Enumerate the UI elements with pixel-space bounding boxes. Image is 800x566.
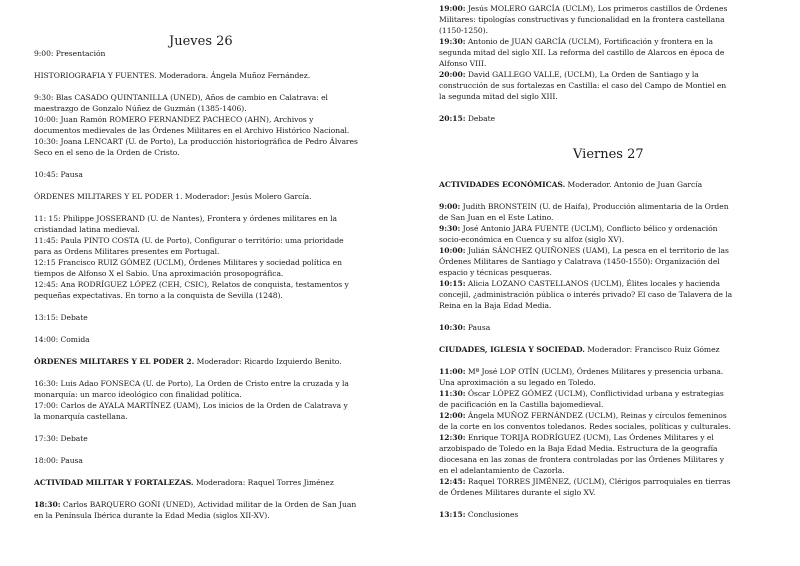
line-text: Ángela MUÑOZ FERNÁNDEZ (UCLM), Reinas y círculos femeninos [465, 411, 727, 420]
program-line [34, 378, 349, 389]
program-line [439, 443, 718, 454]
program-line [439, 454, 724, 465]
bold-label: 19:00: [439, 4, 466, 13]
line-text: concejil, ¿administración pública o interés privado? El caso de Talavera de la [439, 290, 733, 299]
line-text: Antonio de JUAN GARCÍA (UCLM), Fortificación y frontera en la [465, 37, 713, 46]
line-text: 11: 15: Philippe JOSSERAND (U. de Nantes), Frontera y órdenes militares en la [34, 214, 338, 223]
line-text: maestrazgo de Gonzalo Núñez de Guzmán (1385-1406). [34, 104, 247, 113]
line-text: 16:30: Luis Adao FONSECA (U. de Porto), La Orden de Cristo entre la cruzada y la [34, 379, 349, 388]
line-text: 18:00: Pausa [34, 456, 83, 465]
line-text: 14:00: Comida [34, 335, 90, 344]
program-line [439, 289, 732, 300]
line-text: socio-económica en Cuenca y su alfoz (siglo XV). [439, 235, 625, 244]
line-text: la segunda mitad del siglo XIII. [439, 92, 558, 101]
program-line [34, 334, 90, 345]
bold-label: 20:00: [439, 70, 466, 79]
line-text: Moderadora: Raquel Torres Jiménez [193, 478, 334, 487]
line-text: cristiandad latina medieval. [34, 225, 140, 234]
line-text: diocesana en las zonas de frontera controladas por las Órdenes Militares y [439, 455, 724, 464]
bold-label: ACTIVIDAD MILITAR Y FORTALEZAS. [34, 478, 194, 487]
line-text: construcción de sus fortalezas en Castilla: el caso del Campo de Montiel en [439, 81, 727, 90]
program-line [439, 256, 720, 267]
program-line [439, 366, 723, 377]
day-title-jueves: Jueves 26 [169, 34, 233, 49]
line-text: de pacificación en la Castilla bajomedieval. [439, 400, 604, 409]
program-line [439, 212, 553, 223]
program-line [439, 410, 727, 421]
program-line [439, 179, 702, 190]
line-text: segunda mitad del siglo XII. La reforma del castillo de Alarcos en época de [439, 48, 725, 57]
program-line [34, 224, 140, 235]
line-text: Jesús MOLERO GARCÍA (UCLM), Los primeros castillos de Órdenes [465, 4, 728, 13]
program-line [34, 510, 270, 521]
line-text: Moderador: Ricardo Izquierdo Benito. [194, 357, 342, 366]
bold-label: 10:15: [439, 279, 466, 288]
program-line [34, 455, 83, 466]
line-text: en la Península Ibérica durante la Edad Media (siglos XII-XV). [34, 511, 270, 520]
line-text: monarquía: un marco ideológico con finalidad política. [34, 390, 242, 399]
program-line [34, 114, 313, 125]
program-line [34, 92, 328, 103]
program-line [439, 69, 699, 80]
program-line [439, 399, 603, 410]
bold-label: ACTIVIDADES ECONÓMICAS. [439, 180, 566, 189]
line-text: (1150-1250). [439, 26, 488, 35]
bold-label: 13:15: [439, 510, 466, 519]
program-line [439, 25, 488, 36]
line-text: Carlos BARQUERO GOÑI (UNED), Actividad militar de la Orden de San Juan [60, 500, 357, 509]
program-line [439, 58, 486, 69]
program-line [34, 411, 128, 422]
line-text: Órdenes Militares de Santiago y Calatrava (1450-1550): Organización del [439, 257, 720, 266]
line-text: Mª José LOP OTÍN (UCLM), Órdenes Militares y presencia urbana. [465, 367, 724, 376]
program-line [439, 344, 719, 355]
program-line [439, 36, 713, 47]
program-line [34, 125, 349, 136]
line-text: Moderador. Antonio de Juan García [565, 180, 703, 189]
program-line [34, 389, 242, 400]
program-line [34, 191, 312, 202]
line-text: 13:15: Debate [34, 313, 88, 322]
program-line [439, 80, 726, 91]
program-line [439, 476, 731, 487]
program-line [34, 235, 344, 246]
program-line [439, 3, 727, 14]
line-text: para as Ordens Militares presentes em Portugal. [34, 247, 220, 256]
line-text: Reina en la Baja Edad Media. [439, 301, 552, 310]
line-text: Una aproximación a su legado en Toledo. [439, 378, 596, 387]
program-line [439, 388, 724, 399]
line-text: arzobispado de Toledo en la Baja Edad Media. Estructura de la geografía [439, 444, 718, 453]
bold-label: CIUDADES, IGLESIA Y SOCIEDAD. [439, 345, 585, 354]
program-line [34, 356, 342, 367]
line-text: David GALLEGO VALLE, (UCLM), La Orden de Santiago y la [465, 70, 699, 79]
program-line [439, 47, 724, 58]
program-line [34, 169, 83, 180]
program-line [34, 400, 348, 411]
program-line [34, 48, 105, 59]
line-text: Judith BRONSTEIN (U. de Haifa), Producción alimentaria de la Orden [460, 202, 729, 211]
line-text: 10:00: Juan Ramón ROMERO FERNANDEZ PACHECO (AHN), Archivos y [34, 115, 314, 124]
program-line [439, 432, 714, 443]
line-text: 10:45: Pausa [34, 170, 83, 179]
line-text: Óscar LÓPEZ GÓMEZ (UCLM), Conflictividad urbana y estrategias [465, 389, 724, 398]
program-line [439, 322, 490, 333]
program-line [439, 278, 720, 289]
bold-label: 20:15: [439, 114, 466, 123]
program-line [439, 267, 552, 278]
day-title-viernes: Viernes 27 [573, 147, 644, 162]
bold-label: 19:30: [439, 37, 466, 46]
line-text: 12:15 Francisco RUIZ GÓMEZ (UCLM), Órdenes Militares y sociedad política en [34, 258, 342, 267]
program-line [439, 223, 718, 234]
bold-label: 12:45: [439, 477, 466, 486]
line-text: 17:00: Carlos de AYALA MARTÍNEZ (UAM), Los inicios de la Orden de Calatrava y [34, 401, 348, 410]
line-text: 9:00: Presentación [34, 49, 106, 58]
line-text: Moderador: Francisco Ruiz Gómez [584, 345, 720, 354]
line-text: de San Juan en el Este Latino. [439, 213, 554, 222]
program-line [34, 312, 88, 323]
bold-label: 18:30: [34, 500, 61, 509]
line-text: 11:45: Paula PINTO COSTA (U. de Porto), Configurar o território: uma prioridade [34, 236, 344, 245]
program-line [439, 465, 565, 476]
program-line [34, 213, 337, 224]
line-text: espacio y técnicas pesqueras. [439, 268, 552, 277]
bold-label: 11:30: [439, 389, 466, 398]
bold-label: 9:30: [439, 224, 461, 233]
program-line [34, 268, 283, 279]
line-text: pequeñas expectativas. En torno a la conquista de Sevilla (1248). [34, 291, 283, 300]
line-text: Enrique TORIJA RODRÍGUEZ (UCM), Las Órdenes Militares y el [465, 433, 714, 442]
line-text: 12:45: Ana RODRÍGUEZ LÓPEZ (CEH, CSIC), Relatos de conquista, testamentos y [34, 280, 349, 289]
program-line [439, 113, 495, 124]
line-text: Pausa [465, 323, 491, 332]
bold-label: 12:00: [439, 411, 466, 420]
line-text: 9:30: Blas CASADO QUINTANILLA (UNED), Años de cambio en Calatrava: el [34, 93, 328, 102]
line-text: Raquel TORRES JIMÉNEZ, (UCLM), Clérigos parroquiales en tierras [465, 477, 731, 486]
bold-label: 10:00: [439, 246, 466, 255]
program-line [439, 245, 729, 256]
program-line [34, 477, 334, 488]
line-text: 10:30: Joana LENCART (U. de Porto), La producción historiográfica de Pedro Álvares [34, 137, 358, 146]
line-text: en el adelantamiento de Cazorla. [439, 466, 565, 475]
program-line [34, 279, 349, 290]
program-line [439, 14, 725, 25]
bold-label: ÓRDENES MILITARES Y EL PODER 2. [34, 357, 195, 366]
line-text: Militares: tipologías constructivas y funcionalidad en la frontera castellana [439, 15, 725, 24]
program-line [439, 91, 558, 102]
program-line [439, 377, 596, 388]
line-text: Alfonso VIII. [439, 59, 487, 68]
line-text: 17:30: Debate [34, 434, 88, 443]
bold-label: 10:30: [439, 323, 466, 332]
program-line [34, 257, 342, 268]
line-text: HISTORIOGRAFIA Y FUENTES. Moderadora. Ángela Muñoz Fernández. [34, 71, 311, 80]
program-line [439, 509, 518, 520]
line-text: José Antonio JARA FUENTE (UCLM), Conflicto bélico y ordenación [460, 224, 718, 233]
program-line [34, 433, 88, 444]
line-text: Debate [465, 114, 496, 123]
line-text: la monarquía castellana. [34, 412, 128, 421]
line-text: Conclusiones [465, 510, 519, 519]
bold-label: 12:30: [439, 433, 466, 442]
program-line [34, 290, 283, 301]
line-text: ÓRDENES MILITARES Y EL PODER 1. Moderador: Jesús Molero García. [34, 192, 312, 201]
program-line [439, 234, 624, 245]
line-text: Alicia LOZANO CASTELLANOS (UCLM), Élites locales y hacienda [465, 279, 720, 288]
line-text: Julián SÁNCHEZ QUIÑONES (UAM), La pesca en el territorio de las [465, 246, 729, 255]
line-text: tiempos de Alfonso X el Sabio. Una aproximación prosopográfica. [34, 269, 284, 278]
line-text: de la corte en los conventos toledanos. Redes sociales, políticas y culturales. [439, 422, 731, 431]
program-line [439, 300, 551, 311]
program-line [439, 201, 729, 212]
line-text: Seco en el seno de la Orden de Cristo. [34, 148, 180, 157]
bold-label: 9:00: [439, 202, 461, 211]
program-line [34, 499, 356, 510]
program-line [34, 246, 219, 257]
program-line [34, 147, 180, 158]
program-line [34, 70, 310, 81]
line-text: documentos medievales de las Órdenes Militares en el Archivo Histórico Nacional. [34, 126, 350, 135]
bold-label: 11:00: [439, 367, 466, 376]
line-text: de Órdenes Militares durante el siglo XV. [439, 488, 596, 497]
program-line [439, 487, 595, 498]
program-line [34, 103, 247, 114]
program-line [34, 136, 358, 147]
program-line [439, 421, 731, 432]
